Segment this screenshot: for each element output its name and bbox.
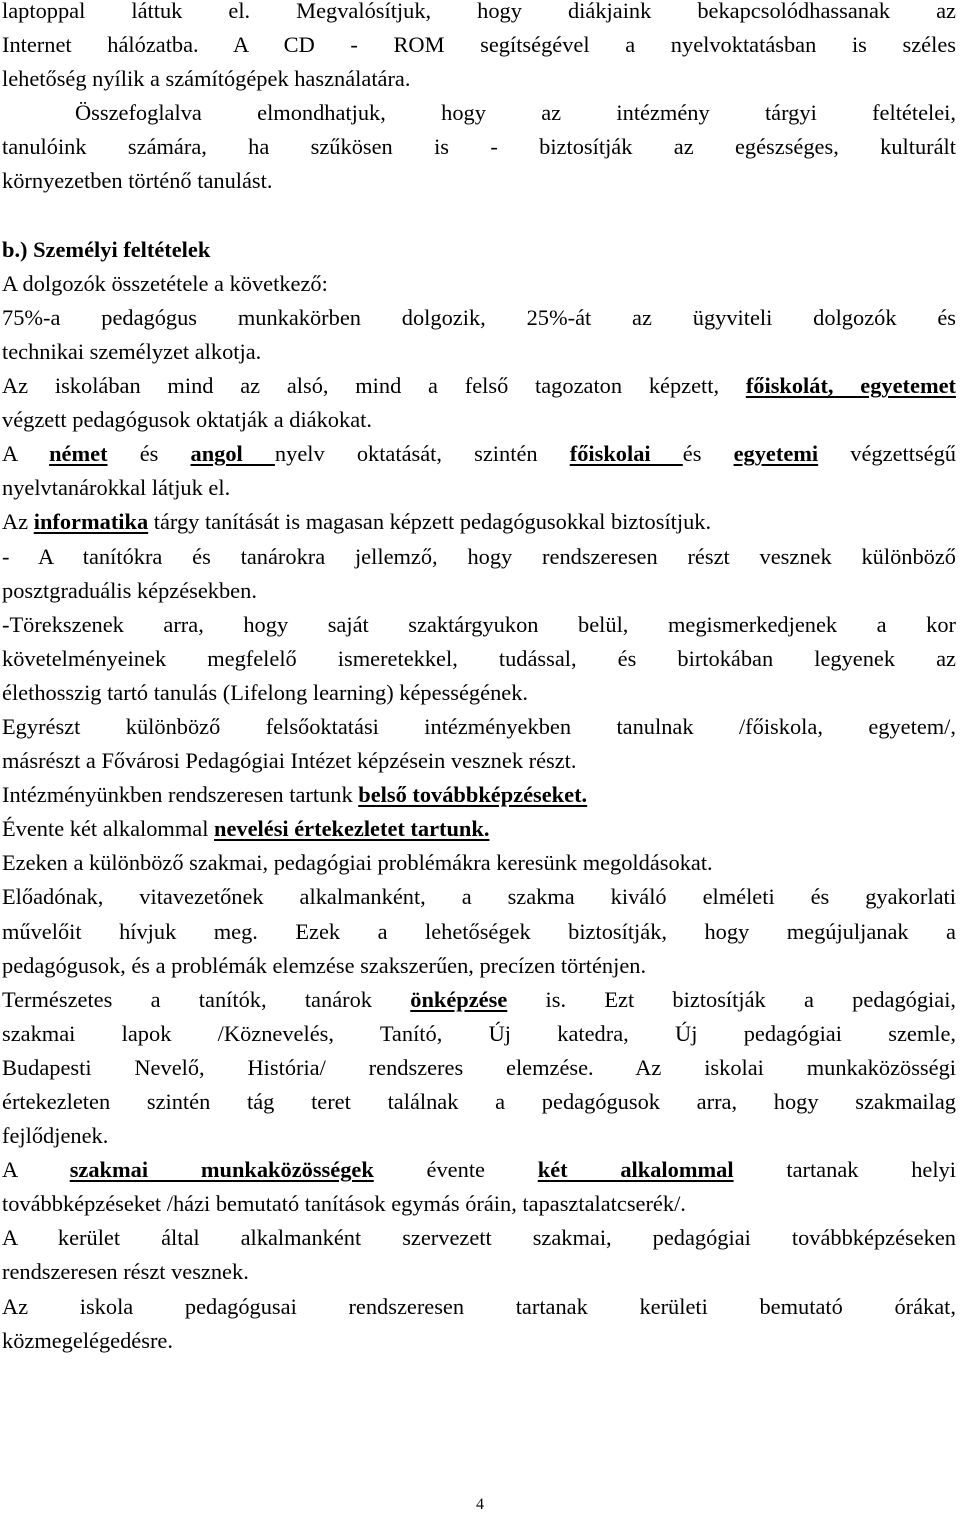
paragraph-internet: [2, 0, 956, 96]
text-span: A: [2, 1157, 70, 1183]
text-line: másrészt a Fővárosi Pedagógiai Intézet képzésein vesznek részt.: [2, 748, 577, 774]
emphasis-text: német: [49, 441, 108, 467]
text-span: Természetes a tanítók, tanárok: [2, 986, 411, 1012]
text-span: és: [107, 441, 191, 467]
emphasis-text: nevelési értekezletet tartunk.: [214, 816, 490, 842]
text-span: A: [2, 441, 50, 467]
text-span: tartanak helyi: [733, 1157, 956, 1183]
section-personal: [2, 233, 956, 1358]
text-line: közmegelégedésre.: [2, 1327, 173, 1353]
text-span: is. Ezt biztosítják a pedagógiai,: [507, 986, 957, 1012]
page-number: 4: [476, 1496, 484, 1513]
text-line: - A tanítókra és tanárokra jellemző, hogy rendszeresen részt vesznek különböző: [2, 543, 956, 569]
text-line: tanulóink számára, ha szűkösen is - biztosítják az egészséges, kulturált: [2, 134, 956, 160]
text-line: posztgraduális képzésekben.: [2, 577, 257, 603]
text-line: laptoppal láttuk el. Megvalósítjuk, hogy diákjaink bekapcsolódhassanak az: [2, 0, 956, 23]
text-line: pedagógusok, és a problémák elemzése szakszerűen, precízen történjen.: [2, 952, 647, 978]
emphasis-text: főiskolai: [569, 441, 683, 467]
text-line: nyelvtanárokkal látjuk el.: [2, 475, 231, 501]
text-line: élethosszig tartó tanulás (Lifelong learning) képességének.: [2, 679, 528, 705]
text-line: Összefoglalva elmondhatjuk, hogy az intézmény tárgyi feltételei,: [75, 100, 956, 126]
text-span: Az: [2, 509, 34, 535]
text-span: évente: [373, 1157, 538, 1183]
text-line: értekezleten szintén tág teret találnak a pedagógusok arra, hogy szakmailag: [2, 1089, 956, 1114]
emphasis-text: szakmai munkaközösségek: [69, 1157, 374, 1183]
text-line: végzett pedagógusok oktatják a diákokat.: [2, 407, 372, 433]
text-line: [2, 437, 956, 471]
text-line: környezetben történő tanulást.: [2, 168, 273, 194]
text-line: [2, 812, 956, 846]
text-line: továbbképzéseket /házi bemutató tanítások egymás óráin, tapasztalatcserék/.: [2, 1191, 686, 1217]
text-line: rendszeresen részt vesznek.: [2, 1259, 249, 1285]
text-line: -Törekszenek arra, hogy saját szaktárgyukon belül, megismerkedjenek a kor: [2, 611, 956, 637]
text-line: [2, 505, 956, 539]
text-line: Ezeken a különböző szakmai, pedagógiai problémákra keresünk megoldásokat.: [2, 850, 713, 876]
text-line: Budapesti Nevelő, História/ rendszeres elemzése. Az iskolai munkaközösségi: [2, 1054, 956, 1080]
paragraph-summary: [2, 96, 956, 198]
text-line: [2, 1153, 956, 1187]
text-span: Évente két alkalommal: [2, 816, 215, 842]
text-line: szakmai lapok /Köznevelés, Tanító, Új katedra, Új pedagógiai szemle,: [2, 1020, 956, 1046]
text-line: 75%-a pedagógus munkakörben dolgozik, 25%-át az ügyviteli dolgozók és: [2, 304, 956, 330]
text-span: tárgy tanítását is magasan képzett pedagógusokkal biztosítjuk.: [148, 509, 712, 535]
text-line: [2, 983, 956, 1017]
text-span: Az iskolában mind az alsó, mind a felső tagozaton képzett,: [2, 373, 746, 399]
emphasis-text: belső továbbképzéseket.: [358, 782, 588, 808]
text-line: Egyrészt különböző felsőoktatási intézményekben tanulnak /főiskola, egyetem/,: [2, 713, 956, 739]
text-span: végzettségű: [818, 441, 956, 467]
text-span: Intézményünkben rendszeresen tartunk: [2, 782, 359, 808]
text-line: Internet hálózatba. A CD - ROM segítségével a nyelvoktatásban is széles: [2, 32, 956, 58]
emphasis-text: egyetemi: [733, 441, 819, 467]
text-span: és: [682, 441, 734, 467]
text-line: Előadónak, vitavezetőnek alkalmanként, a szakma kiváló elméleti és gyakorlati: [2, 884, 956, 910]
emphasis-text: két alkalommal: [537, 1157, 734, 1183]
text-line: A kerület által alkalmanként szervezett szakmai, pedagógiai továbbképzéseken: [2, 1225, 956, 1251]
emphasis-text: angol: [190, 441, 275, 467]
text-line: technikai személyzet alkotja.: [2, 338, 262, 364]
text-line: művelőit hívjuk meg. Ezek a lehetőségek biztosítják, hogy megújuljanak a: [2, 918, 956, 944]
text-line: A dolgozók összetétele a következő:: [2, 270, 328, 296]
emphasis-text: informatika: [33, 509, 149, 535]
section-heading: b.) Személyi feltételek: [2, 236, 211, 262]
text-line: [2, 369, 956, 403]
emphasis-text: főiskolát, egyetemet: [745, 373, 956, 399]
text-line: követelményeinek megfelelő ismeretekkel, tudással, és birtokában legyenek az: [2, 645, 956, 671]
text-line: lehetőség nyílik a számítógépek használatára.: [2, 66, 411, 92]
text-line: Az iskola pedagógusai rendszeresen tartanak kerületi bemutató órákat,: [2, 1293, 956, 1319]
document-page: [2, 0, 956, 1358]
text-span: nyelv oktatását, szintén: [274, 441, 570, 467]
emphasis-text: önképzése: [410, 986, 508, 1012]
text-line: [2, 778, 956, 812]
blank-line: [2, 199, 956, 233]
text-line: fejlődjenek.: [2, 1123, 109, 1149]
